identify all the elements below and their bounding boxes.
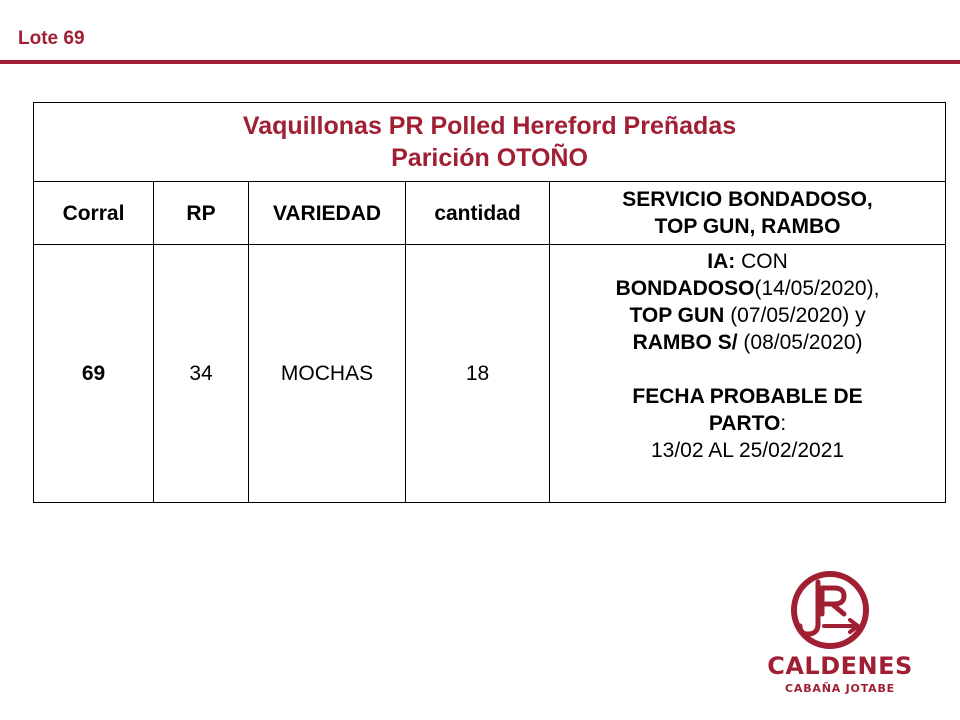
brand-name: CALDENES [767, 652, 913, 680]
fecha-label-line1: FECHA PROBABLE DE [632, 385, 863, 408]
fecha-range: 13/02 AL 25/02/2021 [650, 439, 845, 462]
column-header-corral: Corral [34, 182, 154, 245]
ia-text: CON [735, 250, 788, 273]
bull2-date: (07/05/2020) y [724, 304, 866, 327]
servicio-bull1-line [550, 275, 945, 302]
bull3-name: RAMBO S/ [632, 331, 738, 354]
table-title [34, 103, 946, 182]
column-header-cantidad: cantidad [406, 182, 550, 245]
bull1-name: BONDADOSO [615, 277, 755, 300]
cabana-jotabe-brand-icon [760, 568, 920, 652]
servicio-spacer [550, 356, 945, 383]
lot-table [33, 102, 946, 503]
servicio-ia-line [550, 248, 945, 275]
table-row [34, 245, 946, 503]
brand-logo [760, 568, 920, 708]
cell-variedad: MOCHAS [249, 245, 406, 503]
table-title-line2: Parición OTOÑO [391, 144, 588, 172]
fecha-colon: : [780, 412, 787, 435]
table-header-row [34, 182, 946, 245]
cell-rp: 34 [154, 245, 249, 503]
column-header-rp: RP [154, 182, 249, 245]
bull1-date: (14/05/2020), [754, 277, 880, 300]
header-divider [0, 60, 960, 64]
table-title-row [34, 103, 946, 182]
table-title-line1: Vaquillonas PR Polled Hereford Preñadas [242, 112, 737, 140]
fecha-label-line2-wrap [550, 410, 945, 437]
brand-subtitle: CABAÑA JOTABE [785, 682, 895, 695]
fecha-label-line2: PARTO [708, 412, 781, 435]
servicio-bull2-line [550, 302, 945, 329]
column-header-servicio [550, 182, 946, 245]
cell-cantidad: 18 [406, 245, 550, 503]
servicio-header-line1: SERVICIO BONDADOSO, [622, 188, 873, 211]
bull3-date: (08/05/2020) [737, 331, 863, 354]
column-header-variedad: VARIEDAD [249, 182, 406, 245]
bull2-name: TOP GUN [629, 304, 725, 327]
servicio-header-line2: TOP GUN, RAMBO [654, 215, 841, 238]
ia-label: IA: [707, 250, 736, 273]
page-title: Lote 69 [18, 28, 85, 49]
cell-corral: 69 [34, 245, 154, 503]
servicio-bull3-line [550, 329, 945, 356]
cell-servicio [550, 245, 946, 503]
